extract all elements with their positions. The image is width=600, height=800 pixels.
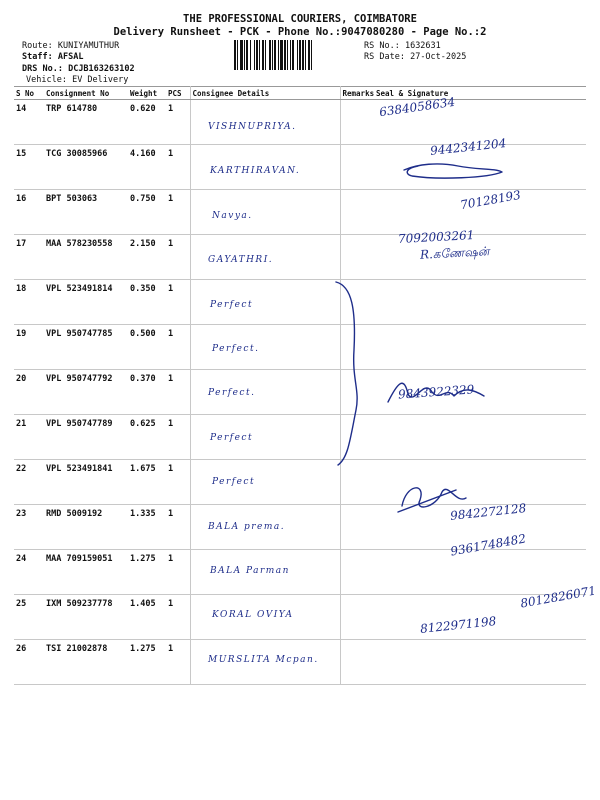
col-seal: Seal & Signature: [374, 87, 586, 100]
remarks-cell: [340, 235, 374, 280]
rs-date-value: 27-Oct-2025: [410, 52, 467, 62]
weight-cell: 0.370: [128, 370, 166, 415]
remarks-cell: [340, 640, 374, 685]
weight-cell: 1.275: [128, 550, 166, 595]
weight-cell: 2.150: [128, 235, 166, 280]
handwritten-consignee: KARTHIRAVAN.: [210, 166, 301, 177]
remarks-cell: [340, 595, 374, 640]
rs-no-line: [364, 41, 441, 51]
weight-cell: 1.675: [128, 460, 166, 505]
staff-line: [22, 52, 83, 62]
handwritten-phone: 7092003261: [397, 228, 475, 246]
sno-cell: 14: [14, 100, 44, 145]
table-row: [14, 595, 586, 640]
pcs-cell: 1: [166, 550, 190, 595]
handwritten-signature-name: R.கணேஷன்: [419, 244, 490, 262]
company-name: THE PROFESSIONAL COURIERS, COIMBATORE: [183, 13, 417, 25]
weight-cell: 1.275: [128, 640, 166, 685]
handwritten-consignee: KORAL OVIYA: [212, 610, 294, 621]
handwritten-phone: 6384058634: [378, 94, 456, 120]
consignment-cell: RMD 5009192: [44, 505, 128, 550]
col-pcs: PCS: [166, 87, 190, 100]
handwritten-consignee: Perfect.: [208, 388, 256, 399]
sno-cell: 17: [14, 235, 44, 280]
col-sno: S No: [14, 87, 44, 100]
pcs-cell: 1: [166, 415, 190, 460]
handwritten-phone: 8122971198: [419, 614, 497, 636]
sno-cell: 21: [14, 415, 44, 460]
sno-cell: 24: [14, 550, 44, 595]
table-header-row: [14, 87, 586, 100]
pcs-cell: 1: [166, 460, 190, 505]
handwritten-consignee: MURSLITA Mcpan.: [208, 654, 319, 665]
consignment-cell: TRP 614780: [44, 100, 128, 145]
weight-cell: 4.160: [128, 145, 166, 190]
barcode-image: [234, 40, 358, 70]
consignment-cell: VPL 523491814: [44, 280, 128, 325]
sno-cell: 15: [14, 145, 44, 190]
signature-scribble-23: [396, 478, 476, 518]
consignment-cell: VPL 523491841: [44, 460, 128, 505]
staff-label: Staff:: [22, 52, 53, 62]
consignment-cell: VPL 950747789: [44, 415, 128, 460]
signature-scribble-15: [398, 150, 508, 182]
pcs-cell: 1: [166, 190, 190, 235]
route-value: KUNIYAMUTHUR: [57, 41, 120, 51]
handwritten-consignee: Perfect: [212, 477, 256, 488]
handwritten-phone: 9842272128: [449, 501, 527, 523]
bracket-mark: [330, 280, 370, 470]
handwritten-phone: 9843922329: [397, 382, 475, 402]
handwritten-consignee: BALA Parman: [210, 566, 290, 576]
handwritten-consignee: BALA prema.: [208, 521, 286, 532]
col-consignee: Consignee Details: [190, 87, 340, 100]
handwritten-consignee: GAYATHRI.: [208, 255, 274, 266]
pcs-cell: 1: [166, 505, 190, 550]
pcs-cell: 1: [166, 235, 190, 280]
sno-cell: 19: [14, 325, 44, 370]
sno-cell: 26: [14, 640, 44, 685]
pcs-cell: 1: [166, 640, 190, 685]
handwritten-phone: 9442341204: [429, 136, 507, 158]
table-row: [14, 415, 586, 460]
consignment-cell: IXM 509237778: [44, 595, 128, 640]
consignment-cell: TSI 21002878: [44, 640, 128, 685]
handwritten-consignee: Perfect: [210, 432, 254, 443]
consignment-cell: VPL 950747785: [44, 325, 128, 370]
col-weight: Weight: [128, 87, 166, 100]
consignment-cell: MAA 578230558: [44, 235, 128, 280]
seal-cell: [374, 415, 586, 460]
weight-cell: 0.750: [128, 190, 166, 235]
sno-cell: 16: [14, 190, 44, 235]
table-row: [14, 460, 586, 505]
sno-cell: 25: [14, 595, 44, 640]
pcs-cell: 1: [166, 145, 190, 190]
remarks-cell: [340, 145, 374, 190]
route-line: [22, 41, 119, 51]
staff-value: AFSAL: [57, 52, 84, 62]
vehicle-line: [26, 75, 128, 85]
drs-line: [22, 64, 135, 74]
vehicle-label: Vehicle:: [26, 75, 67, 85]
pcs-cell: 1: [166, 100, 190, 145]
runsheet-title: Delivery Runsheet - PCK - Phone No.:9047080280 - Page No.:2: [113, 26, 487, 38]
weight-cell: 0.625: [128, 415, 166, 460]
handwritten-consignee: Perfect: [210, 299, 254, 310]
vehicle-value: EV Delivery: [72, 75, 129, 85]
consignment-cell: TCG 30085966: [44, 145, 128, 190]
seal-cell: [374, 325, 586, 370]
table-row: [14, 325, 586, 370]
weight-cell: 0.500: [128, 325, 166, 370]
handwritten-phone: 9361748482: [449, 531, 527, 559]
pcs-cell: 1: [166, 370, 190, 415]
table-row: [14, 280, 586, 325]
sno-cell: 23: [14, 505, 44, 550]
pcs-cell: 1: [166, 280, 190, 325]
route-label: Route:: [22, 41, 53, 51]
weight-cell: 1.405: [128, 595, 166, 640]
seal-cell: [374, 640, 586, 685]
remarks-cell: [340, 100, 374, 145]
sno-cell: 18: [14, 280, 44, 325]
remarks-cell: [340, 505, 374, 550]
col-remarks: Remarks: [340, 87, 374, 100]
sno-cell: 22: [14, 460, 44, 505]
remarks-cell: [340, 190, 374, 235]
sno-cell: 20: [14, 370, 44, 415]
pcs-cell: 1: [166, 325, 190, 370]
handwritten-phone: 70128193: [459, 187, 522, 213]
drs-value: DCJB163263102: [68, 64, 135, 74]
consignment-cell: BPT 503063: [44, 190, 128, 235]
handwritten-consignee: VISHNUPRIYA.: [208, 122, 297, 132]
consignment-cell: MAA 709159051: [44, 550, 128, 595]
col-consignment: Consignment No: [44, 87, 128, 100]
signature-scribble-21: [384, 372, 504, 412]
weight-cell: 0.350: [128, 280, 166, 325]
consignment-cell: VPL 950747792: [44, 370, 128, 415]
rs-date-line: [364, 52, 466, 62]
table-row: [14, 235, 586, 280]
handwritten-phone: 8012826071: [519, 583, 597, 611]
handwritten-consignee: Perfect.: [212, 344, 260, 354]
rs-no-value: 1632631: [404, 41, 441, 51]
table-row: [14, 550, 586, 595]
rs-date-label: RS Date:: [364, 52, 405, 62]
weight-cell: 0.620: [128, 100, 166, 145]
seal-cell: [374, 280, 586, 325]
weight-cell: 1.335: [128, 505, 166, 550]
handwritten-consignee: Navya.: [212, 210, 253, 221]
seal-cell: [374, 550, 586, 595]
rs-no-label: RS No.:: [364, 41, 400, 51]
pcs-cell: 1: [166, 595, 190, 640]
remarks-cell: [340, 550, 374, 595]
drs-label: DRS No.:: [22, 64, 63, 74]
